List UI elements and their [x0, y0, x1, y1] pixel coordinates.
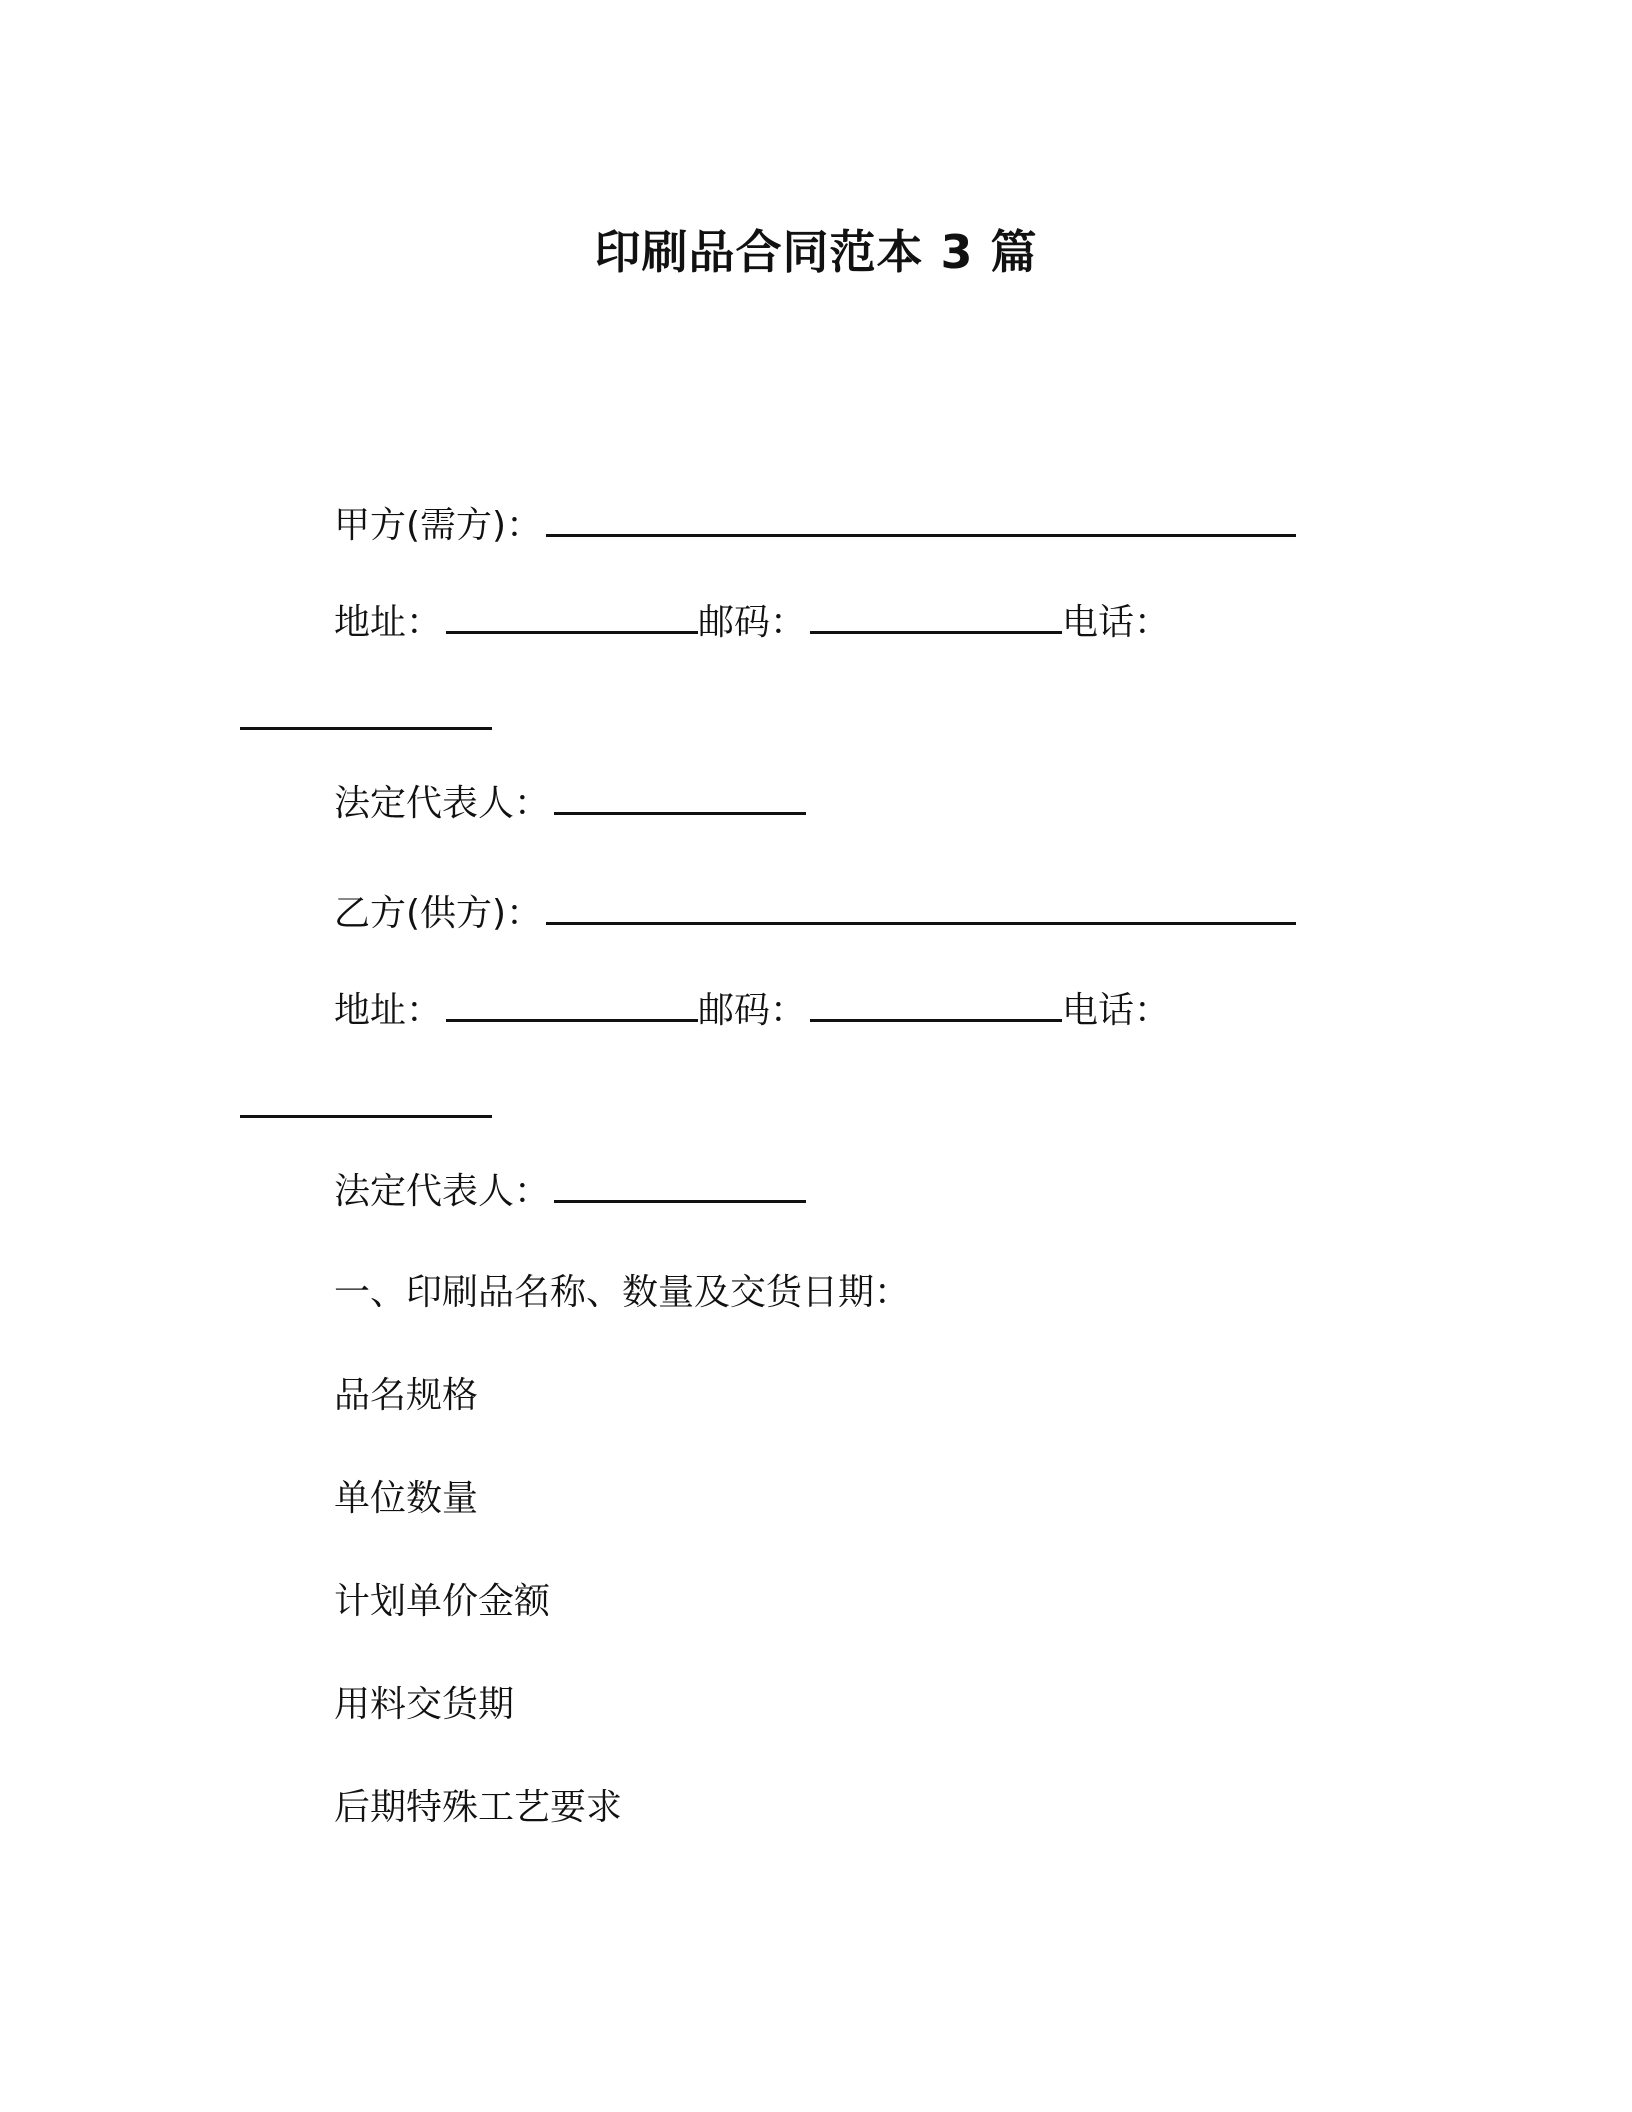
- party-b-blank: [546, 888, 1296, 925]
- section-1-item: 单位数量: [334, 1478, 479, 1519]
- party-b-postcode-blank: [810, 985, 1062, 1022]
- party-b-phone-blank: [240, 1081, 492, 1118]
- party-b-contact-row: [334, 985, 1170, 1035]
- party-a-address-label: 地址：: [334, 602, 443, 643]
- section-1-heading: 一、印刷品名称、数量及交货日期：: [334, 1272, 911, 1313]
- party-a-contact-row: [334, 597, 1170, 647]
- party-b-address-label: 地址：: [334, 990, 443, 1031]
- party-a-phone-continued: [240, 693, 492, 743]
- section-1-item: 用料交货期: [334, 1684, 515, 1725]
- party-a-legal-rep-label: 法定代表人：: [334, 783, 551, 824]
- party-a-phone-label: 电话：: [1062, 602, 1171, 643]
- party-a-postcode-label: 邮码：: [698, 602, 807, 643]
- party-b-phone-continued: [240, 1081, 492, 1131]
- section-1-item: 品名规格: [334, 1375, 479, 1416]
- party-a-postcode-blank: [810, 597, 1062, 634]
- party-a-blank: [546, 500, 1296, 537]
- party-b-row: [334, 888, 1296, 938]
- party-b-postcode-label: 邮码：: [698, 990, 807, 1031]
- party-b-legal-rep-row: [334, 1166, 806, 1216]
- section-1-item: 计划单价金额: [334, 1581, 551, 1622]
- document-title: 印刷品合同范本 3 篇: [594, 225, 1038, 279]
- party-a-label: 甲方(需方)：: [334, 505, 543, 546]
- party-a-phone-blank: [240, 693, 492, 730]
- party-a-row: [334, 500, 1296, 550]
- party-b-label: 乙方(供方)：: [334, 893, 543, 934]
- section-1-item: 后期特殊工艺要求: [334, 1787, 623, 1828]
- party-a-legal-rep-blank: [554, 778, 806, 815]
- party-b-address-blank: [446, 985, 698, 1022]
- party-b-legal-rep-label: 法定代表人：: [334, 1171, 551, 1212]
- party-b-legal-rep-blank: [554, 1166, 806, 1203]
- party-b-phone-label: 电话：: [1062, 990, 1171, 1031]
- party-a-legal-rep-row: [334, 778, 806, 828]
- party-a-address-blank: [446, 597, 698, 634]
